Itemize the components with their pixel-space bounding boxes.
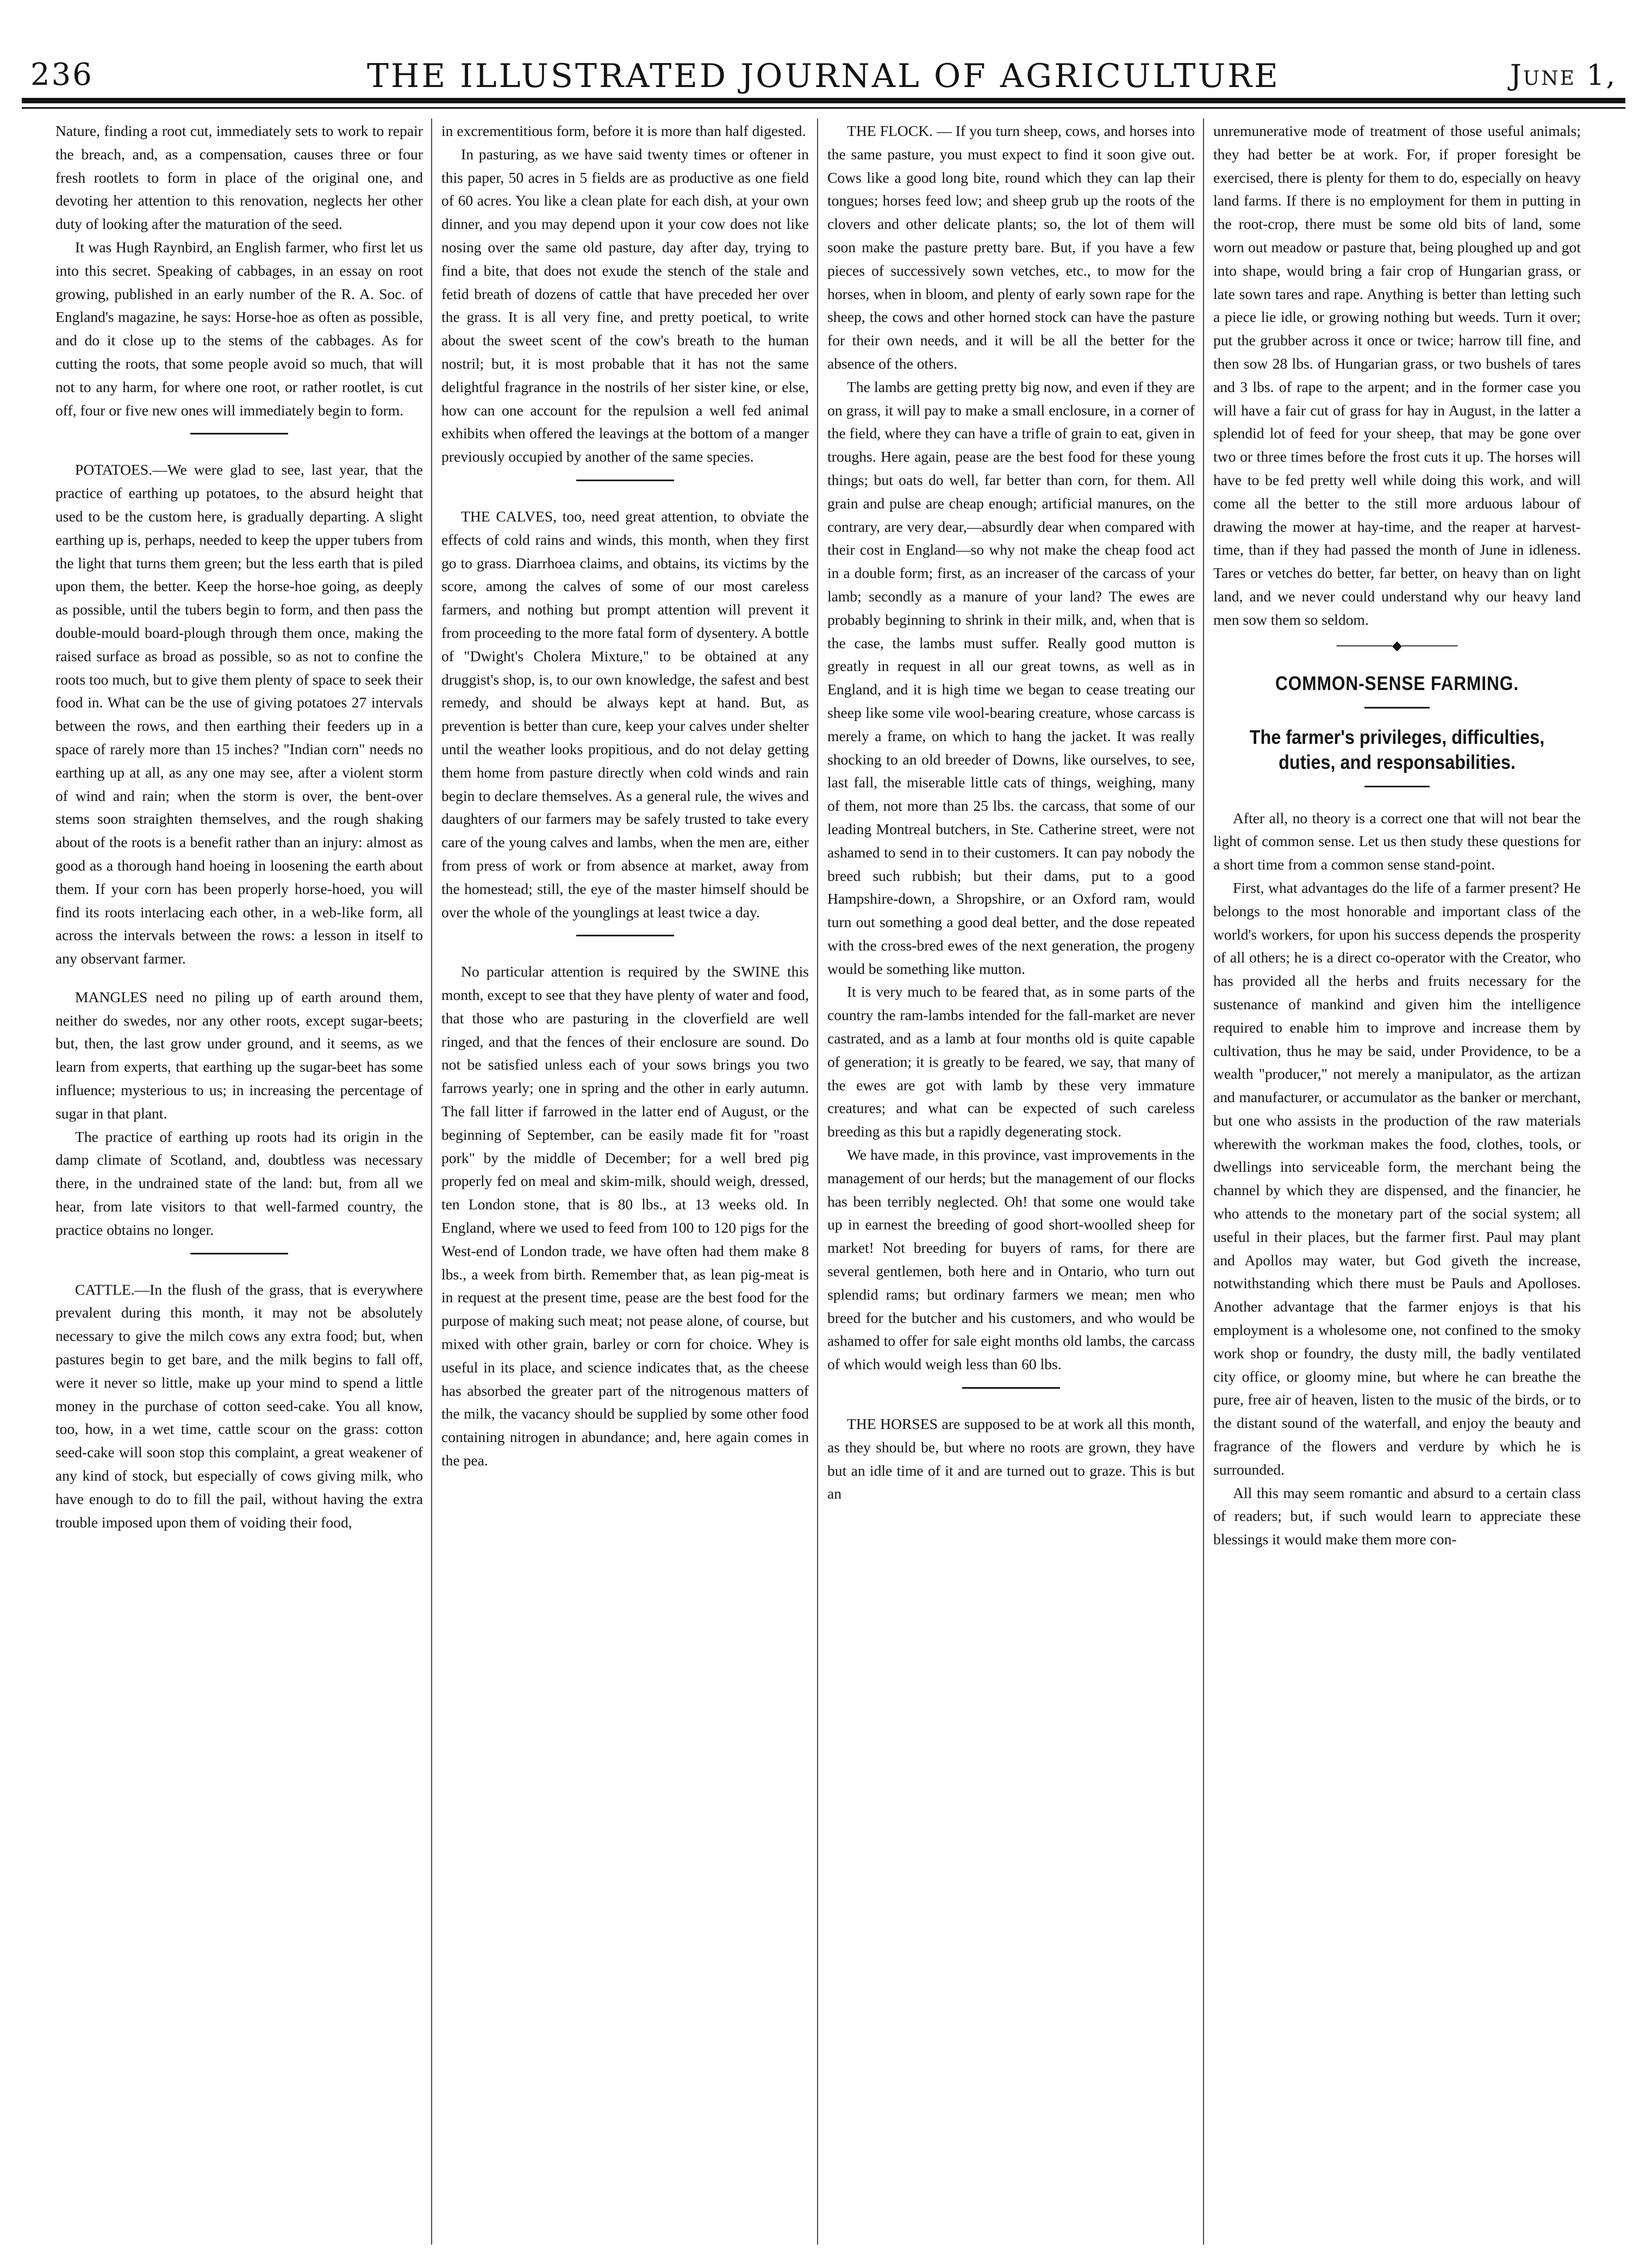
section-separator [576, 935, 674, 936]
paragraph: in excrementitious form, before it is more than half digested. [441, 122, 806, 139]
paragraph: No particular attention is required by the SWINE this month, except to see that they have plenty of water and food, that those who are pasturing in the cloverfield are well ringed, and that the fences of their enclosure are sound. Do not be satisfied unless each of your sows brings you two farrows yearly; one in spring and the other in early autumn. The fall litter if farrowed in the latter end of August, or the beginning of September, can be easily made fit for "roast pork" by the middle of December; for a well bred pig properly fed on meal and skim-milk, should weigh, dressed, ten London stone, that is 80 lbs., at 13 weeks old. In England, where we used to feed from 100 to 120 pigs for the West-end of London trade, we have often had them make 8 lbs., a week from birth. Remember that, as lean pig-meat is in request at the present time, pease are the best food for the purpose of making such meat; not pease alone, of course, but mixed with other grain, barley or corn for choice. Whey is useful in its place, and science indicates that, as the cheese has absorbed the greater part of the nitrogenous matters of the milk, the vacancy should be supplied by some other food containing nitrogen in abundance; and, here again comes in the pea. [441, 963, 809, 1469]
paragraph: The practice of earthing up roots had its origin in the damp climate of Scotland, and, doubtless was necessary there, in the undrained state of the land: but, from all we hear, from late visitors to that well-farmed country, the practice obtains no longer. [55, 1128, 423, 1238]
page-number: 236 [30, 57, 93, 92]
paragraph: The lambs are getting pretty big now, and even if they are on grass, it will pay to make a small enclosure, in a corner of the field, where they can have a trifle of grain to eat, given in troughs. Here again, pease are the best food for these young things; but oats do well, far better than corn, for them. All grain and pulse are cheap enough; artificial manures, on the contrary, are very dear,—absurdly dear when compared with their cost in England—so why not make the cheap food act in a double form; first, as an increaser of the carcass of your lamb; secondly as a manure of your land? The ewes are probably beginning to shrink in their milk, and, when that is the case, the lambs must suffer. Really good mutton is greatly in request in all our great towns, as well as in England, and it is high time we began to cease treating our sheep like some vile wool-bearing creature, whose carcass is merely a frame, on which to hang the jacket. It was really shocking to an old breeder of Downs, like ourselves, to see, last fall, the miserable little cats of things, weighing, many of them, not more than 25 lbs. the carcass, that some of our leading Montreal butchers, in Ste. Catherine street, were not ashamed to send in to their customers. It can pay nobody the breed such rubbish; but their dams, put to a good Hampshire-down, a Shropshire, or an Oxford ram, would turn out something a good deal better, and the dose repeated with the cross-bred ewes of the next generation, the progeny would be something like mutton. [827, 378, 1195, 977]
column-rule [431, 119, 432, 2245]
paragraph: POTATOES.—We were glad to see, last year, that the practice of earthing up potatoes, to the absurd height that used to be the custom here, is gradually departing. A slight earthing up is, perhaps, needed to keep the upper tubers from the light that turns them green; but the less earth that is piled upon them, the better. Keep the horse-hoe going, as deeply as possible, until the tubers begin to form, and then pass the double-mould board-plough through them once, making the raised surface as broad as possible, so as not to confine the roots too much, but to give them plenty of space to seek their food in. What can be the use of giving potatoes 27 intervals between the rows, and then earthing their feeders up in a space of rarely more than 15 inches? "Indian corn" needs no earthing up at all, as any one may see, after a violent storm of wind and rain; when the storm is over, the bent-over stems soon straighten themselves, and the rough shaking about of the roots is a benefit rather than an injury: almost as good as a thorough hand hoeing in loosening the earth about them. If your corn has been properly horse-hoed, you will find its roots interlacing each other, in a web-like form, all across the intervals between the rows: a lesson in itself to any observant farmer. [55, 461, 423, 967]
header-rule-thick [22, 98, 1625, 103]
paragraph: unremunerative mode of treatment of those useful animals; they had better be at work. For, if proper foresight be exercised, there is plenty for them to do, especially on heavy land farms. If there is no employment for them in putting in the root-crop, there must be some old bits of land, some worn out meadow or pasture that, being ploughed up and got into shape, would bring a fair crop of Hungarian grass, or late sown tares and rape. Anything is better than letting such a piece lie idle, or growing nothing but weeds. Turn it over; put the grubber across it once or twice; harrow till fine, and then sow 28 lbs. of Hungarian grass, or two bushels of tares and 3 lbs. of rape to the arpent; and in the former case you will have a fair cut of grass for hay in August, in the latter a splendid lot of feed for your sheep, that may be gone over two or three times before the frost cuts it up. The horses will have to be fed pretty well while doing this work, and will come all the better to the still more arduous labour of drawing the mower at hay-time, and the reaper at harvest-time, than if they had passed the month of June in idleness. Tares or vetches do better, far better, on heavy than on light land, and we never could understand why our heavy land men sow them so seldom. [1213, 122, 1581, 628]
paragraph: THE FLOCK. — If you turn sheep, cows, and horses into the same pasture, you must expect to find it soon give out. Cows like a good long bite, round which they can lap their tongues; horses feed low; and sheep grub up the roots of the clovers and other delicate plants; so, the lot of them will soon make the pasture pretty bare. But, if you have a few pieces of successively sown vetches, etc., to mow for the horses, when in bloom, and plenty of early sown rape for the sheep, the cows and other horned stock can have the pasture for their own needs, and it will be all the better for the absence of the others. [827, 122, 1195, 372]
column-3 [827, 120, 1195, 2243]
section-separator [190, 1253, 288, 1254]
paragraph: It was Hugh Raynbird, an English farmer, who first let us into this secret. Speaking of cabbages, in an essay on root growing, published in an early number of the R. A. Soc. of England's magazine, he says: Horse-hoe as often as possible, and do it close up to the stems of the cabbages. As for cutting the roots, that some people avoid so much, that will not to any harm, for where one root, or rather rootlet, is cut off, four or five new ones will immediately begin to form. [55, 238, 423, 419]
header-rule-thin [22, 107, 1625, 109]
paragraph: We have made, in this province, vast improvements in the management of our herds; but the management of our flocks has been terribly neglected. Oh! that some one would take up in earnest the breeding of good short-woolled sheep for market! Not breeding for buyers of rams, for there are several gentlemen, both here and in Ontario, who turn out splendid rams; but ordinary farmers we mean; men who breed for the butcher and his customers, and who would be ashamed to offer for sale eight months old lambs, the carcass of which would weigh less than 60 lbs. [827, 1146, 1195, 1373]
section-separator [962, 1387, 1060, 1389]
ornamental-rule: ──────◆────── [1336, 638, 1458, 653]
heading-rule [1364, 786, 1430, 787]
paragraph: First, what advantages do the life of a farmer present? He belongs to the most honorable and important class of the world's workers, for upon his success depends the prosperity of all others; he is a direct co-operator with the Creator, who has provided all the herbs and fruits necessary for the sustenance of mankind and given him the intelligence required to enable him to improve and increase them by cultivation, thus he may be said, under Providence, to be a wealth "producer," not merely a manipulator, as the artizan and manufacturer, or accumulator as the banker or merchant, but one who assists in the production of the raw materials wherewith the workman makes the food, clothes, tools, or dwellings into serviceable form, the merchant being the channel by which they are dispensed, and the financier, he who attends to the monetary part of the social system; all useful in their places, but the farmer first. Paul may plant and Apollos may water, but God giveth the increase, notwithstanding which there must be Pauls and Apolloses. Another advantage that the farmer enjoys is that his employment is a wholesome one, not confined to the smoky work shop or foundry, the dusty mill, the badly ventilated city office, or gloomy mine, but where he can breathe the pure, free air of heaven, listen to the music of the birds, or to the distant sound of the waterfall, and enjoy the beauty and fragrance of the flowers and verdure by which he is surrounded. [1213, 879, 1581, 1478]
paragraph: Nature, finding a root cut, immediately sets to work to repair the breach, and, as a compensation, causes three or four fresh rootlets to form in place of the original one, and devoting her attention to this renovation, neglects her other duty of looking after the maturation of the seed. [55, 122, 423, 233]
page-header [22, 57, 1625, 101]
paragraph: It is very much to be feared that, as in some parts of the country the ram-lambs intended for the fall-market are never castrated, and as a lamb at four months old is quite capable of generation; it is greatly to be feared, we say, that many of the ewes are got with lamb by these very immature creatures; and what can be expected of such careless breeding as this but a rapidly degenerating stock. [827, 983, 1195, 1140]
section-heading: COMMON-SENSE FARMING. [1275, 672, 1519, 694]
paragraph: After all, no theory is a correct one that will not bear the light of common sense. Let us then study these questions for a short time from a common sense stand-point. [1213, 809, 1581, 873]
paragraph: CATTLE.—In the flush of the grass, that is everywhere prevalent during this month, it may not be absolutely necessary to give the milch cows any extra food; but, when pastures begin to get bare, and the milk begins to fall off, were it never so little, make up your mind to spend a little money in the purchase of cotton seed-cake. You all know, too, how, in a wet time, cattle scour on the grass: cotton seed-cake will soon stop this complaint, a great weakener of any kind of stock, but especially of cows giving milk, who have enough to do to fill the pail, without having the extra trouble imposed upon them of voiding their food, [55, 1281, 423, 1531]
paragraph: In pasturing, as we have said twenty times or oftener in this paper, 50 acres in 5 fields are as productive as one field of 60 acres. You like a clean plate for each dish, at your own dinner, and you may depend upon it your cow does not like nosing over the same old pasture, day after day, trying to find a bite, that does not exude the stench of the stale and fetid breath of dozens of cattle that have preceded her over the grass. It is all very fine, and pretty poetical, to write about the sweet scent of the cow's breath to the human nostril; but, it is most probable that it has not the same delightful fragrance in the nostrils of her sister kine, or else, how can one account for the repulsion a well fed animal exhibits when offered the leavings at the bottom of a manger previously occupied by another of the same species. [441, 145, 809, 465]
column-4 [1213, 120, 1581, 2243]
column-rule [817, 119, 818, 2245]
paragraph: MANGLES need no piling up of earth around them, neither do swedes, nor any other roots, except sugar-beets; but, then, the last grow under ground, and it seems, as we learn from experts, that earthing up the sugar-beet has some influence; mysterious to us; in increasing the percentage of sugar in that plant. [55, 988, 423, 1122]
section-separator [190, 433, 288, 434]
section-subheading: The farmer's privileges, difficulties, duties, and responsabilities. [1249, 725, 1545, 773]
section-separator [576, 480, 674, 481]
column-1 [55, 120, 423, 2243]
paragraph: THE CALVES, too, need great attention, to obviate the effects of cold rains and winds, this month, when they first go to grass. Diarrhoea claims, and obtains, its victims by the score, among the calves of some of our most careless farmers, and nothing but prompt attention will prevent it from proceeding to the more fatal form of dysentery. A bottle of "Dwight's Cholera Mixture," to be obtained at any druggist's shop, is, to our own knowledge, the safest and best remedy, and should be always kept at hand. But, as prevention is better than cure, keep your calves under shelter until the weather looks propitious, and do not delay getting them home from pasture directly when cold winds and rain begin to declare themselves. As a general rule, the wives and daughters of our farmers may be safely trusted to take every care of the young calves and lambs, when the men are, either from press of work or from absence at market, away from the homestead; still, the eye of the master himself should be over the whole of the younglings at least twice a day. [441, 507, 809, 921]
journal-title: THE ILLUSTRATED JOURNAL OF AGRICULTURE [367, 57, 1280, 95]
paragraph: THE HORSES are supposed to be at work all this month, as they should be, but where no roots are grown, they have but an idle time of it and are turned out to graze. This is but an [827, 1415, 1195, 1502]
issue-date: June 1, [1510, 59, 1617, 92]
paragraph: All this may seem romantic and absurd to a certain class of readers; but, if such would learn to appreciate these blessings it would make them more con- [1213, 1484, 1581, 1548]
column-rule [1203, 119, 1204, 2245]
column-2 [441, 120, 809, 2243]
heading-rule [1364, 707, 1430, 709]
